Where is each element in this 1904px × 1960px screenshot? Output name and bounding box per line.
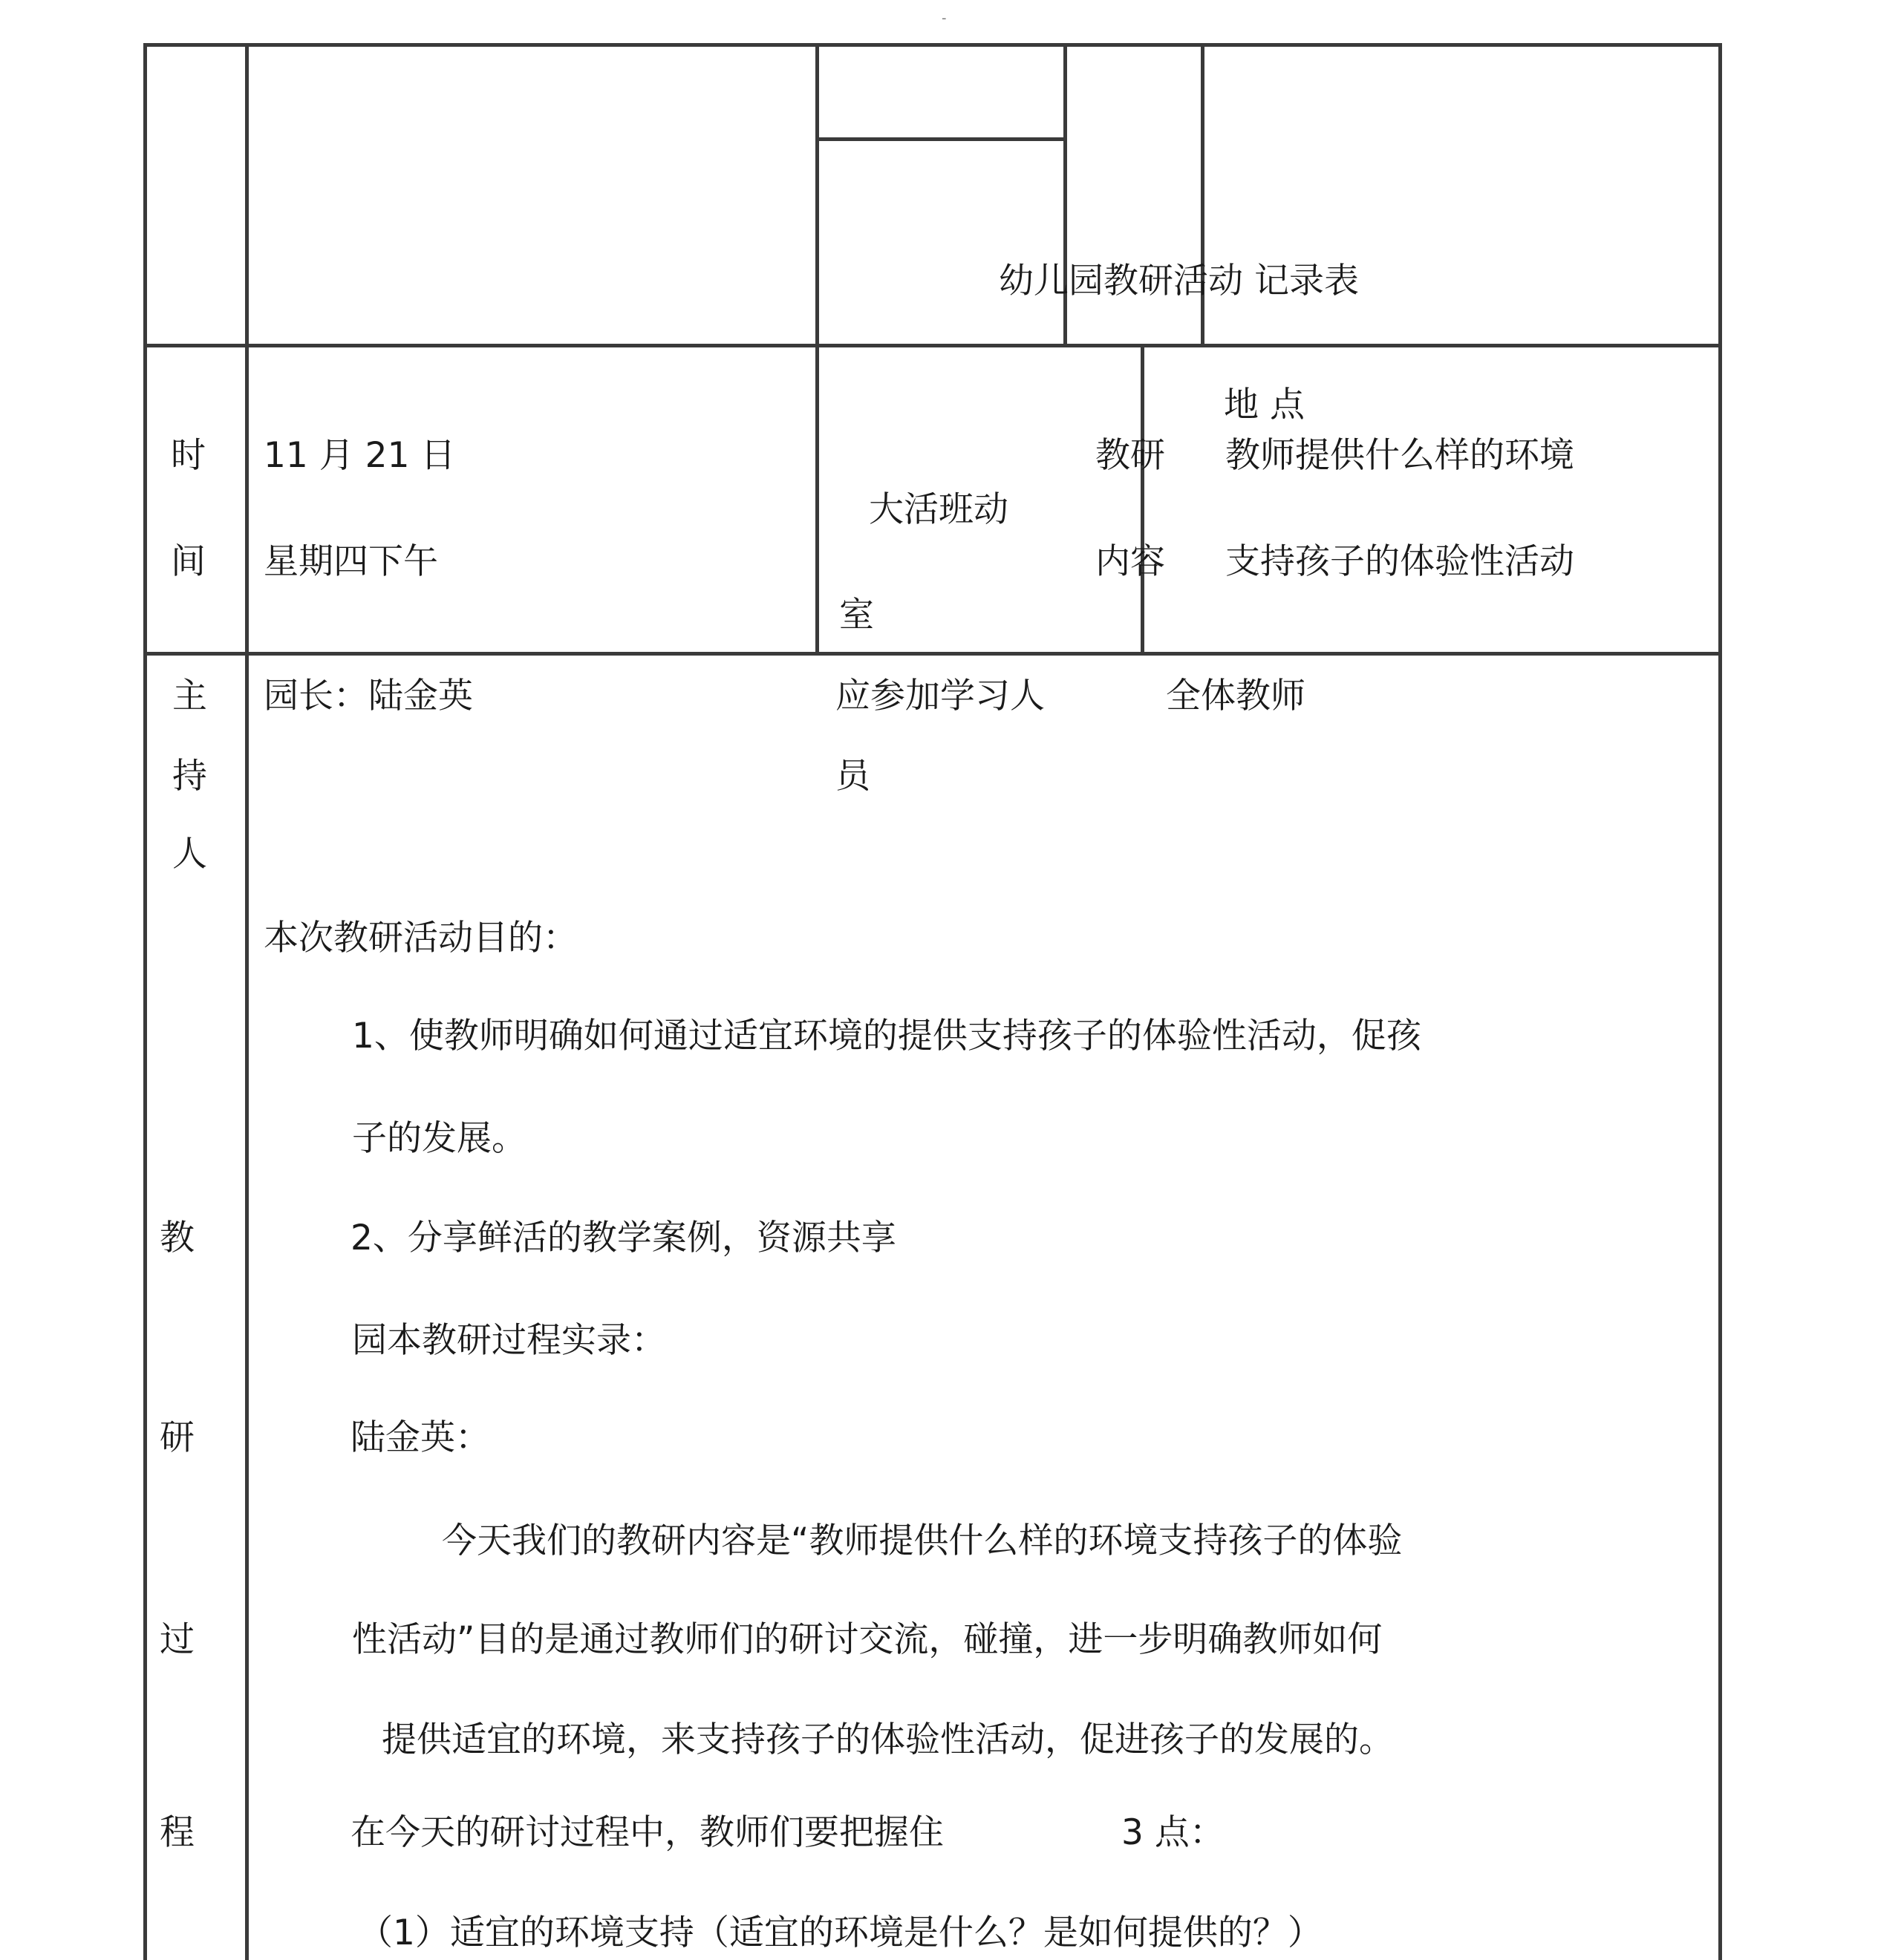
title-column-divider-1	[1063, 43, 1067, 347]
title-column-divider-2	[1201, 43, 1204, 347]
record-point-1: （1）适宜的环境支持（适宜的环境是什么？是如何提供的？）	[358, 1912, 1323, 1953]
participants-value: 全体教师	[1166, 676, 1305, 716]
participants-label-2: 员	[835, 756, 870, 797]
table-top-border	[143, 43, 1721, 47]
host-label-2: 持	[172, 756, 207, 797]
row-divider-title	[143, 344, 1721, 347]
content-value-2: 支持孩子的体验性活动	[1225, 541, 1574, 582]
host-label-1: 主	[172, 676, 207, 716]
record-paragraph-1: 今天我们的教研内容是“教师提供什么样的环境支持孩子的体验	[442, 1520, 1403, 1561]
row-divider-time	[143, 652, 1721, 656]
record-paragraph-3: 提供适宜的环境，来支持孩子的体验性活动，促进孩子的发展的。	[382, 1719, 1394, 1760]
time-label-2: 间	[171, 541, 206, 582]
host-label-3: 人	[172, 834, 207, 875]
page-mark: -	[942, 10, 947, 26]
record-heading: 园本教研过程实录：	[352, 1320, 666, 1361]
title-cell-divider	[815, 137, 1065, 141]
process-label-2: 研	[160, 1417, 195, 1458]
table-left-border	[143, 43, 147, 1960]
participants-label-1: 应参加学习人	[835, 676, 1045, 716]
middle-column-divider	[815, 43, 819, 656]
form-title: 幼儿园教研活动 记录表	[999, 261, 1359, 301]
record-paragraph-4a: 在今天的研讨过程中，教师们要把握住	[351, 1812, 944, 1853]
purpose-item-2: 2、分享鲜活的教学案例，资源共享	[351, 1218, 896, 1258]
process-label-3: 过	[160, 1619, 195, 1660]
content-value-1: 教师提供什么样的环境	[1225, 435, 1574, 476]
time-weekday: 星期四下午	[264, 541, 438, 582]
record-paragraph-4b: 3 点：	[1121, 1812, 1225, 1853]
purpose-item-1a: 1、使教师明确如何通过适宜环境的提供支持孩子的体验性活动，促孩	[352, 1016, 1421, 1056]
host-value: 园长：陆金英	[264, 676, 473, 716]
content-label-1: 教研	[1095, 435, 1165, 476]
purpose-item-1b: 子的发展。	[352, 1118, 526, 1159]
process-label-4: 程	[160, 1812, 195, 1853]
label-column-divider	[245, 43, 249, 1960]
purpose-heading: 本次教研活动目的：	[264, 918, 578, 958]
record-paragraph-2: 性活动”目的是通过教师们的研讨交流，碰撞，进一步明确教师如何	[352, 1619, 1383, 1660]
process-label-1: 教	[160, 1218, 195, 1258]
content-label-divider	[1141, 344, 1144, 656]
content-label-2: 内容	[1095, 541, 1165, 582]
location-label: 地 点	[1224, 385, 1305, 425]
time-date: 11 月 21 日	[264, 435, 456, 476]
table-right-border	[1718, 43, 1722, 1960]
speaker-name: 陆金英：	[351, 1417, 490, 1458]
location-value-2: 室	[839, 595, 874, 636]
time-label-1: 时	[171, 435, 206, 476]
location-value-1: 大活班动	[869, 489, 1008, 530]
